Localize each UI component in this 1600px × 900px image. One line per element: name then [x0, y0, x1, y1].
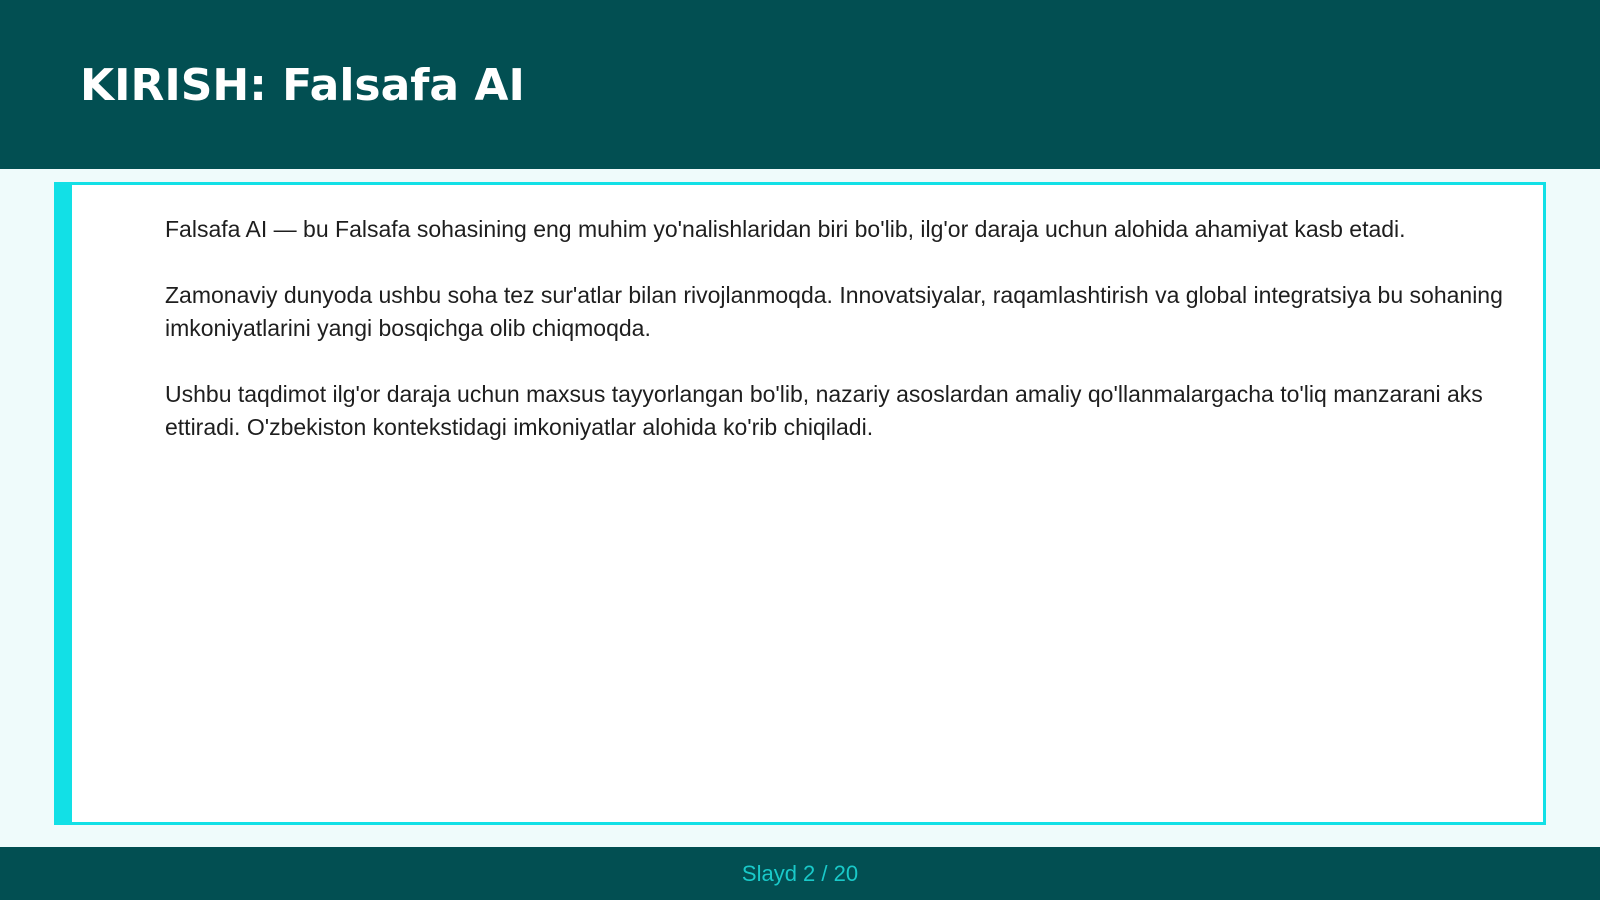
slide-title: KIRISH: Falsafa AI	[80, 60, 525, 111]
content-paragraph-3: Ushbu taqdimot ilg'or daraja uchun maxsus tayyorlangan bo'lib, nazariy asoslardan amaliy qo'llanmalargacha to'liq manzarani aks ettiradi. O'zbekiston kontekstidagi imkoniyatlar alohida ko'rib chiqiladi.	[165, 381, 1483, 440]
content-card	[54, 182, 1546, 825]
content-paragraph-1: Falsafa AI — bu Falsafa sohasining eng muhim yo'nalishlaridan biri bo'lib, ilg'or daraja uchun alohida ahamiyat kasb etadi.	[165, 216, 1406, 242]
content-body	[165, 213, 1545, 477]
slide-counter: Slayd 2 / 20	[741, 861, 859, 886]
content-paragraph-2: Zamonaviy dunyoda ushbu soha tez sur'atlar bilan rivojlanmoqda. Innovatsiyalar, raqamlashtirish va global integratsiya bu sohaning imkoniyatlarini yangi bosqichga olib chiqmoqda.	[165, 282, 1503, 341]
slide-footer	[0, 847, 1600, 900]
slide-header	[0, 0, 1600, 169]
